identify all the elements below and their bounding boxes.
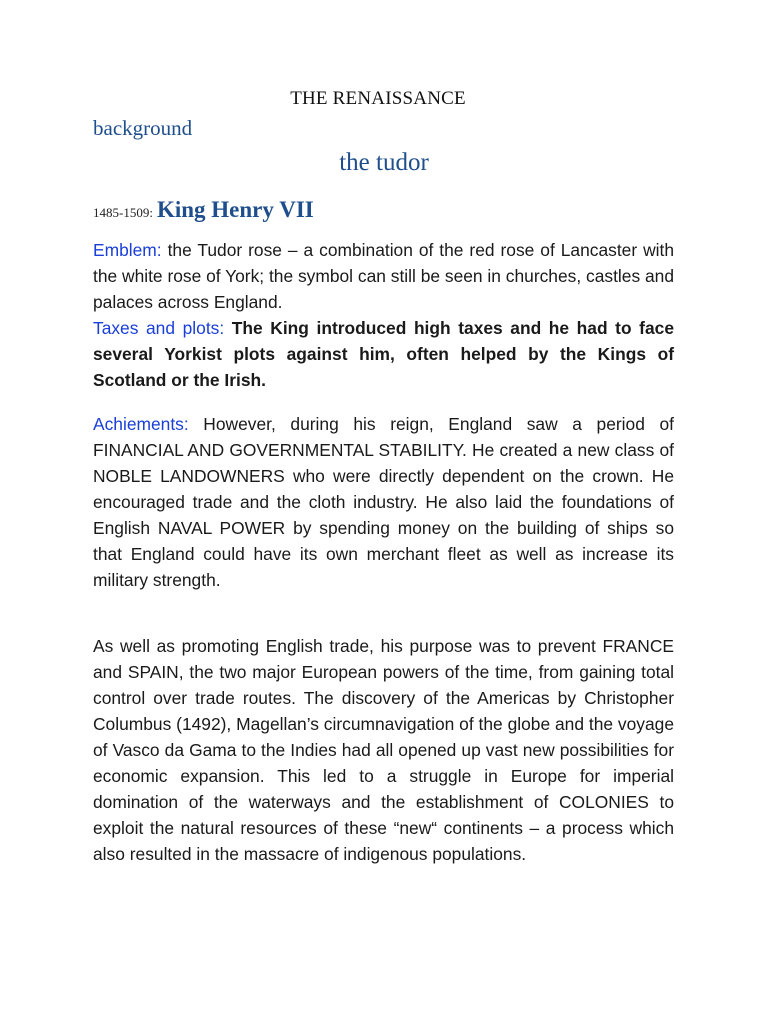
paragraph-taxes <box>93 315 674 393</box>
king-name: King Henry VII <box>156 197 314 222</box>
paragraph-achievements-text: However, during his reign, England saw a period of FINANCIAL AND GOVERNMENTAL STABILITY. He created a new class of NOBLE LANDOWNERS who were directly dependent on the crown. He encouraged trade and the cloth industry. He also laid the foundations of English NAVAL POWER by spending money on the building of ships so that England could have its own merchant fleet as well as increase its military strength. <box>93 414 674 590</box>
section-heading: the tudor <box>339 149 429 176</box>
term-taxes: Taxes and plots: <box>93 318 225 338</box>
term-emblem: Emblem: <box>93 240 162 260</box>
king-heading <box>93 197 314 223</box>
king-reign-years: 1485-1509: <box>93 205 153 220</box>
paragraph-emblem-text: the Tudor rose – a combination of the red rose of Lancaster with the white rose of York; the symbol can still be seen in churches, castles and palaces across England. <box>93 240 674 312</box>
paragraph-taxes-text: The King introduced high taxes and he had to face several Yorkist plots against him, often helped by the Kings of Scotland or the Irish. <box>93 318 674 390</box>
document-title: THE RENAISSANCE <box>290 88 466 109</box>
paragraph-trade: As well as promoting English trade, his purpose was to prevent FRANCE and SPAIN, the two major European powers of the time, from gaining total control over trade routes. The discovery of the Americas by Christopher Columbus (1492), Magellan’s circumnavigation of the globe and the voyage of Vasco da Gama to the Indies had all opened up vast new possibilities for economic expansion. This led to a struggle in Europe for imperial domination of the waterways and the establishment of COLONIES to exploit the natural resources of these “new“ continents – a process which also resulted in the massacre of indigenous populations. <box>93 636 674 864</box>
paragraph-achievements <box>93 411 674 593</box>
paragraph-emblem <box>93 237 674 315</box>
term-achievements: Achiements: <box>93 414 189 434</box>
section-label: background <box>93 116 193 140</box>
